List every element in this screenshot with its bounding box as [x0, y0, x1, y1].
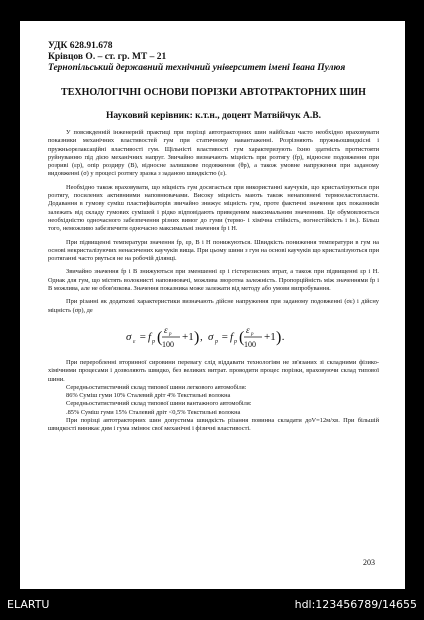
udk-code: УДК 628.91.678 [48, 41, 113, 51]
advisor-line: Науковий керівник: к.т.н., доцент Матвійчук А.В. [105, 111, 321, 121]
document-page [20, 21, 405, 589]
svg-text:): ) [275, 328, 281, 346]
paragraph-3: При підвищенні температури значення fр, εр, В і Н понижуються. Швидкість пониження температури в гум на основі некристалізуючих ненасичених каучуків вища. При цьому шини з гум на основі каучуків що кристалізуються при розтяганні часто рвуться не на робочій ділянці. [48, 238, 379, 263]
paragraph-1: У повсякденній інженерній практиці при порізці автотракторних шин найбільш часто необхідно враховувати показники механічних властивостей гум при статичному навантаженні. Розрізняють пружньошвидкісні і пружньорелаксаційні властивості гум. Щільністі властивості гум характеризують їхню здатність протистояти руйнуванню під дією механічних напруг. Звичайно визначають міцність при розтягу (fр), відносне подовження при розриві (εр), опір роздиру (В), відносне залишкове подовження (θр), а також умовне напруження при заданому видовженні (σ) у процесі розтягу зразка з заданою швидкістю (ε). [48, 129, 379, 178]
svg-text:ε: ε [132, 338, 135, 345]
svg-text:f: f [229, 330, 233, 343]
paragraph-closing: При порізці автотракторних шин допустима швидкість різання повинна складати доV=12м/хв. При більшій швидкості виникає дим і гума змінює свої механічні і фізичні властивості. [48, 417, 379, 433]
svg-text:+1: +1 [263, 330, 276, 343]
svg-text:p: p [214, 338, 218, 345]
svg-text:ε: ε [163, 324, 168, 335]
svg-text:,: , [199, 330, 203, 343]
composition-heading-car [48, 384, 379, 392]
formula-svg [124, 321, 304, 351]
composition-heading-car-text: Середньостатистичний склад типової шини легкового автомобіля: [66, 383, 247, 391]
svg-text:σ: σ [207, 330, 213, 343]
composition-truck: .85% Суміш гуми 15% Сталевий дріт <0,5% Текстильні волокна [66, 408, 241, 416]
svg-text:p: p [250, 331, 253, 337]
svg-text:ε: ε [245, 324, 250, 335]
paper-title: ТЕХНОЛОГІЧНІ ОСНОВИ ПОРІЗКИ АВТОТРАКТОРНИХ ШИН [61, 87, 366, 98]
svg-text:p: p [151, 338, 155, 345]
page-number: 203 [363, 558, 375, 567]
footer-handle: hdl:123456789/14655 [294, 598, 417, 611]
svg-text:p: p [168, 331, 171, 337]
composition-heading-truck [48, 400, 379, 408]
paper-body [48, 129, 379, 434]
svg-text:f: f [147, 330, 151, 343]
paragraph-6: При переробленні вторинної сировини перевагу слід віддавати технологіям не зв'язаних зі складними фізико-хімічними процесами і дозволяють швидко, без великих витрат. проводити процес порізки, враховуючи склад типової шини. [48, 358, 379, 383]
svg-text:+1: +1 [181, 330, 194, 343]
svg-text:): ) [193, 328, 199, 346]
svg-text:σ: σ [125, 330, 131, 343]
svg-text:.: . [281, 330, 285, 343]
institution-line: Тернопільський державний технічний університет імені Івана Пулюя [48, 63, 346, 73]
footer-repository: ELARTU [7, 598, 50, 611]
paragraph-4: Звичайно значення fр і В знижуються при зменшенні εр і гістерезисних втрат, а також при підвищенні εр і Н. Однак для гум, що містять волокнисті наповнювачі, можлива зворотна залежність. Пропорційність між значеннями fр і В можлива, але не обов'язкова. Значення показника може залежати від методу або умови випробування. [48, 268, 379, 293]
stress-formula [48, 321, 379, 351]
svg-text:=: = [138, 330, 146, 343]
composition-heading-truck-text: Середньостатистичний склад типової шини вантажного автомобіля: [66, 400, 252, 408]
svg-text:100: 100 [161, 339, 174, 349]
composition-car: 86% Суміш гуми 10% Сталевий дріт 4% Текстильні волокна [66, 392, 231, 400]
svg-text:(: ( [238, 328, 244, 346]
svg-text:(: ( [156, 328, 162, 346]
svg-text:100: 100 [243, 339, 256, 349]
footer-bar [0, 589, 424, 620]
paragraph-2: Необхідно також враховувати, що міцність гум досягається при використанні каучуків, що кристалізуються при розтягу, посилених активниими наповнювачами. Високу міцність мають також ненаповнені термоеластопласти. Додавання в гумову суміш пластифікаторів звичайно знижує міцність гум, проте фактичні значення цих показників залежать від складу гумових сумішей і рідко відповідають приведеним максимальним значенням. Це обумовлюється необхідністю одночасного забезпечення різних вимог до гуми (термо- і хімічна стійкість, вогнестійкість і ін.). Більш того, неможливо забезпечити одночасно максимальні значення fр і Н. [48, 183, 379, 233]
svg-text:=: = [220, 330, 228, 343]
paragraph-5: При різанні як додаткові характеристики визначають дійсне напруження при заданому подовженні (σε) і дійсну міцність (σр), де [48, 298, 379, 314]
svg-text:p: p [233, 338, 237, 345]
author-line: Крівцов О. – ст. гр. МТ – 21 [48, 52, 167, 62]
